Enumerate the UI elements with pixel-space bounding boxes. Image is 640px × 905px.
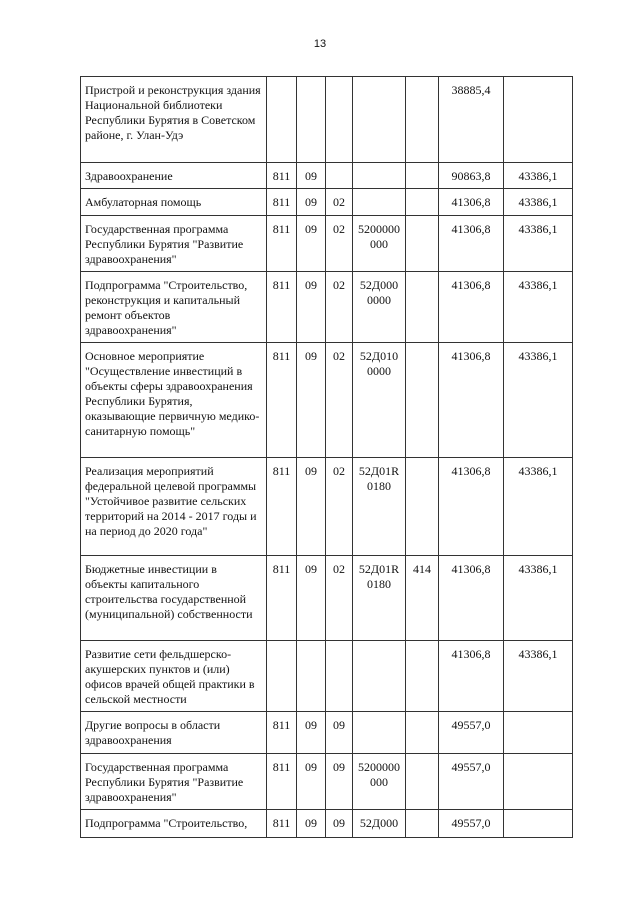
table-row <box>81 458 573 556</box>
item-name-cell: Амбулаторная помощь <box>81 189 267 216</box>
ministry-code-cell <box>267 641 297 712</box>
subsection-code-cell: 02 <box>326 216 353 272</box>
subsection-code-cell: 09 <box>326 712 353 754</box>
target-code-cell: 52Д000 0000 <box>353 272 406 343</box>
section-code-cell <box>297 641 326 712</box>
target-code-cell <box>353 189 406 216</box>
expense-type-cell <box>406 189 439 216</box>
item-name-cell: Бюджетные инвестиции в объекты капитального строительства государственной (муниципальной) собственности <box>81 556 267 641</box>
section-code-cell <box>297 77 326 163</box>
subsection-code-cell: 02 <box>326 458 353 556</box>
amount-2-cell <box>504 77 573 163</box>
item-name-cell: Государственная программа Республики Бурятия "Развитие здравоохранения" <box>81 754 267 810</box>
item-name-cell: Пристрой и реконструкция здания Национальной библиотеки Республики Бурятия в Советском районе, г. Улан-Удэ <box>81 77 267 163</box>
section-code-cell: 09 <box>297 343 326 458</box>
expense-type-cell: 414 <box>406 556 439 641</box>
item-name-cell: Подпрограмма "Строительство, реконструкция и капитальный ремонт объектов здравоохранения" <box>81 272 267 343</box>
subsection-code-cell <box>326 77 353 163</box>
table-row <box>81 810 573 838</box>
target-code-cell <box>353 163 406 189</box>
ministry-code-cell: 811 <box>267 189 297 216</box>
budget-table <box>80 76 573 838</box>
table-row <box>81 641 573 712</box>
ministry-code-cell: 811 <box>267 810 297 838</box>
expense-type-cell <box>406 712 439 754</box>
amount-2-cell: 43386,1 <box>504 556 573 641</box>
subsection-code-cell <box>326 641 353 712</box>
subsection-code-cell: 02 <box>326 189 353 216</box>
amount-2-cell: 43386,1 <box>504 272 573 343</box>
ministry-code-cell: 811 <box>267 216 297 272</box>
ministry-code-cell: 811 <box>267 754 297 810</box>
ministry-code-cell: 811 <box>267 458 297 556</box>
table-row <box>81 556 573 641</box>
amount-2-cell: 43386,1 <box>504 343 573 458</box>
target-code-cell: 5200000 000 <box>353 754 406 810</box>
table-row <box>81 712 573 754</box>
amount-2-cell: 43386,1 <box>504 163 573 189</box>
target-code-cell: 5200000 000 <box>353 216 406 272</box>
amount-1-cell: 41306,8 <box>439 189 504 216</box>
amount-2-cell: 43386,1 <box>504 641 573 712</box>
section-code-cell: 09 <box>297 810 326 838</box>
amount-2-cell: 43386,1 <box>504 458 573 556</box>
amount-2-cell: 43386,1 <box>504 216 573 272</box>
ministry-code-cell: 811 <box>267 712 297 754</box>
item-name-cell: Развитие сети фельдшерско-акушерских пунктов и (или) офисов врачей общей практики в сельской местности <box>81 641 267 712</box>
target-code-cell <box>353 641 406 712</box>
section-code-cell: 09 <box>297 163 326 189</box>
subsection-code-cell <box>326 163 353 189</box>
table-row <box>81 343 573 458</box>
ministry-code-cell: 811 <box>267 343 297 458</box>
page-number: 13 <box>313 38 327 50</box>
ministry-code-cell: 811 <box>267 556 297 641</box>
table-row <box>81 189 573 216</box>
expense-type-cell <box>406 77 439 163</box>
expense-type-cell <box>406 641 439 712</box>
table-body <box>81 77 573 838</box>
table-row <box>81 163 573 189</box>
ministry-code-cell: 811 <box>267 163 297 189</box>
item-name-cell: Здравоохранение <box>81 163 267 189</box>
target-code-cell: 52Д000 <box>353 810 406 838</box>
subsection-code-cell: 02 <box>326 556 353 641</box>
section-code-cell: 09 <box>297 712 326 754</box>
amount-1-cell: 49557,0 <box>439 712 504 754</box>
subsection-code-cell: 09 <box>326 810 353 838</box>
target-code-cell: 52Д01R 0180 <box>353 556 406 641</box>
amount-1-cell: 41306,8 <box>439 272 504 343</box>
amount-1-cell: 41306,8 <box>439 641 504 712</box>
amount-1-cell: 90863,8 <box>439 163 504 189</box>
amount-2-cell: 43386,1 <box>504 189 573 216</box>
item-name-cell: Реализация мероприятий федеральной целевой программы "Устойчивое развитие сельских территорий на 2014 - 2017 годы и на период до 2020 года" <box>81 458 267 556</box>
item-name-cell: Государственная программа Республики Бурятия "Развитие здравоохранения" <box>81 216 267 272</box>
amount-1-cell: 41306,8 <box>439 216 504 272</box>
table-row <box>81 216 573 272</box>
expense-type-cell <box>406 216 439 272</box>
expense-type-cell <box>406 343 439 458</box>
item-name-cell: Другие вопросы в области здравоохранения <box>81 712 267 754</box>
amount-1-cell: 41306,8 <box>439 458 504 556</box>
amount-2-cell <box>504 810 573 838</box>
table-row <box>81 272 573 343</box>
table-row <box>81 754 573 810</box>
item-name-cell: Основное мероприятие "Осуществление инвестиций в объекты сферы здравоохранения Республики Бурятия, оказывающие первичную медико-санитарную помощь" <box>81 343 267 458</box>
table-row <box>81 77 573 163</box>
target-code-cell <box>353 77 406 163</box>
section-code-cell: 09 <box>297 189 326 216</box>
section-code-cell: 09 <box>297 216 326 272</box>
section-code-cell: 09 <box>297 556 326 641</box>
target-code-cell <box>353 712 406 754</box>
ministry-code-cell: 811 <box>267 272 297 343</box>
expense-type-cell <box>406 458 439 556</box>
item-name-cell: Подпрограмма "Строительство, <box>81 810 267 838</box>
expense-type-cell <box>406 272 439 343</box>
section-code-cell: 09 <box>297 754 326 810</box>
amount-2-cell <box>504 754 573 810</box>
target-code-cell: 52Д01R 0180 <box>353 458 406 556</box>
expense-type-cell <box>406 810 439 838</box>
amount-1-cell: 49557,0 <box>439 810 504 838</box>
subsection-code-cell: 02 <box>326 343 353 458</box>
amount-1-cell: 38885,4 <box>439 77 504 163</box>
expense-type-cell <box>406 754 439 810</box>
target-code-cell: 52Д010 0000 <box>353 343 406 458</box>
subsection-code-cell: 09 <box>326 754 353 810</box>
section-code-cell: 09 <box>297 272 326 343</box>
amount-1-cell: 49557,0 <box>439 754 504 810</box>
ministry-code-cell <box>267 77 297 163</box>
subsection-code-cell: 02 <box>326 272 353 343</box>
amount-1-cell: 41306,8 <box>439 343 504 458</box>
amount-1-cell: 41306,8 <box>439 556 504 641</box>
expense-type-cell <box>406 163 439 189</box>
section-code-cell: 09 <box>297 458 326 556</box>
amount-2-cell <box>504 712 573 754</box>
